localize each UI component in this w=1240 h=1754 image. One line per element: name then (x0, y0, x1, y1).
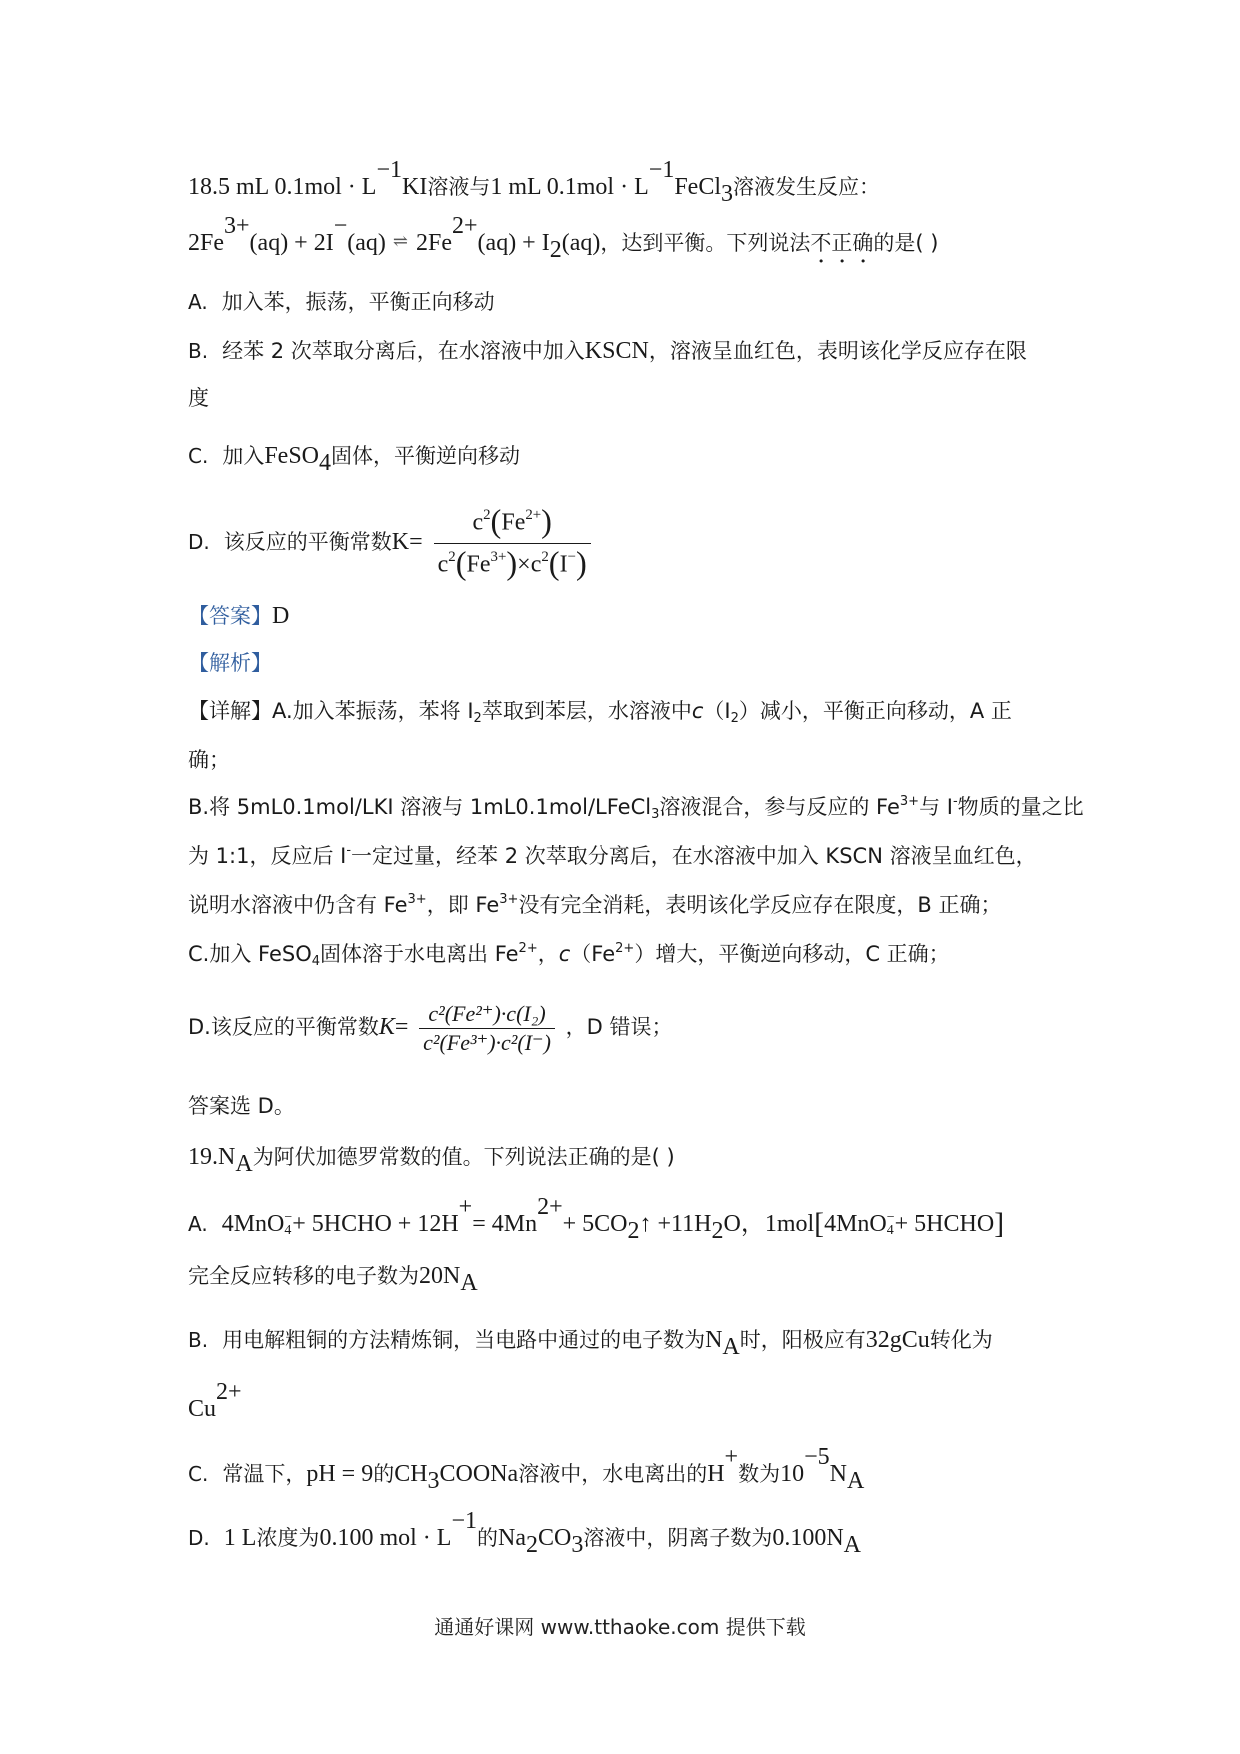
detail-constant-fraction (419, 1000, 555, 1056)
equilibrium-constant-fraction (434, 502, 591, 584)
detail-fraction-numerator: c²(Fe²⁺)·c(I₂) (419, 1000, 555, 1029)
q19-number: 19. (188, 1144, 218, 1170)
q18-detail-a: 【详解】A.加入苯振荡，苯将 $I_2$萃取到苯层，水溶液中$c(I_2)$减小，平衡正向移动，A 正 (188, 699, 1012, 726)
equilibrium-arrow-icon: ⇌ (392, 231, 409, 253)
q18-detail-c: C.加入 FeSO$_4$固体溶于水电离出 $Fe^{2+}$，$c(Fe^{2+})$增大，平衡逆向移动，C 正确； (188, 940, 950, 969)
q18-option-b: B. 经苯 2 次萃取分离后，在水溶液中加入KSCN，溶液呈血红色，表明该化学反应存在限 (188, 338, 1027, 364)
q19-option-b: B. 用电解粗铜的方法精炼铜，当电路中通过的电子数为$N_A$时，阳极应有32gCu转化为 (188, 1327, 993, 1361)
detail-label: 【详解】 (188, 699, 272, 723)
q18-option-c: C. 加入FeSO$_4$固体，平衡逆向移动 (188, 443, 521, 477)
q19-stem: $19.N_A$为阿伏加德罗常数的值。下列说法正确的是( ) (188, 1144, 675, 1178)
emphasis-text: 不正确 (810, 230, 874, 255)
q19-option-c: C. 常温下，pH = 9的$CH_3COONa$溶液中，水电离出的H+数为$10^{-5}N_A$ (188, 1444, 865, 1494)
q18-detail-d: D.该反应的平衡常数K= $\frac{\text{c²(Fe²⁺)·c(I₂)}}{\text{c²(Fe³⁺)·c²(I⁻)}}$ ，D 错误； (188, 1001, 673, 1055)
detail-fraction-denominator: c²(Fe³⁺)·c²(I⁻) (423, 1029, 551, 1055)
q18-answer (188, 604, 289, 628)
q19-option-a: A. 4MnO − 4 + 5HCHO + $12H^+= 4Mn^{2+}+$ $5CO_2↑ +11H_2O$，1mol[4MnO − 4 + 5HCHO] (188, 1194, 1005, 1244)
q18-analysis-heading: 【解析】 (188, 651, 272, 675)
q18-equation-line: $2Fe^{3+}(aq) + 2I^-(aq)$ ⇌ $2Fe^{2+}(aq) + I_2(aq)$，达到平衡。下列说法不正确的是( ) (188, 213, 939, 263)
q18-detail-b-cont1: 为 1:1，反应后 I-一定过量，经苯 2 次萃取分离后，在水溶液中加入 KSCN 溶液呈血红色， (188, 842, 1037, 868)
fraction-denominator: $c^2(Fe^{3+})\times c^2(I^-)$ (437, 545, 587, 582)
answer-value: D (272, 603, 290, 629)
right-bracket: ] (994, 1208, 1005, 1241)
q19-option-a-cont: 完全反应转移的电子数为$20N_A$ (188, 1263, 478, 1297)
q18-option-b-cont: 度 (188, 386, 209, 410)
left-bracket: [ (814, 1208, 825, 1241)
q18-option-a: A. 加入苯，振荡，平衡正向移动 (188, 290, 495, 314)
answer-label: 【答案】 (188, 604, 272, 628)
q18-option-d: D. 该反应的平衡常数K= $\frac{c^2(Fe^{2+})}{c^2(Fe^{3+})\times c^2(I^-)}$ (188, 502, 595, 584)
q18-detail-b: B.将 5mL0.1mol/LKI 溶液与 1mL0.1mol/LFeCl$_3$溶液混合，参与反应的 $Fe^{3+}$与 I-物质的量之比 (188, 793, 1084, 822)
q18-detail-b-cont2: 说明水溶液中仍含有 $Fe^{3+}$，即 $Fe^{3+}$没有完全消耗，表明该化学反应存在限度，B 正确； (188, 891, 1002, 917)
q18-conclusion: 答案选 D。 (188, 1094, 295, 1118)
q19-option-b-cont: $Cu^{2+}$ (188, 1379, 242, 1422)
q18-detail-a-cont: 确； (188, 748, 230, 772)
q18-stem-line1: 18.5 mL $0.1mol \cdot L^{-1}KI$溶液与1 mL $0.1mol \cdot L^{-1}FeCl_3$溶液发生反应： (188, 157, 881, 207)
page-footer: 通通好课网 www.tthaoke.com 提供下载 (434, 1615, 806, 1639)
fraction-numerator: $c^2(Fe^{2+})$ (434, 502, 591, 544)
q19-option-d: D. 1 L浓度为0.100 mol · $L^{-1}$的$Na_2CO_3$溶液中，阴离子数为$0.100N_A$ (188, 1508, 862, 1558)
q18-number: 18. (188, 173, 218, 200)
